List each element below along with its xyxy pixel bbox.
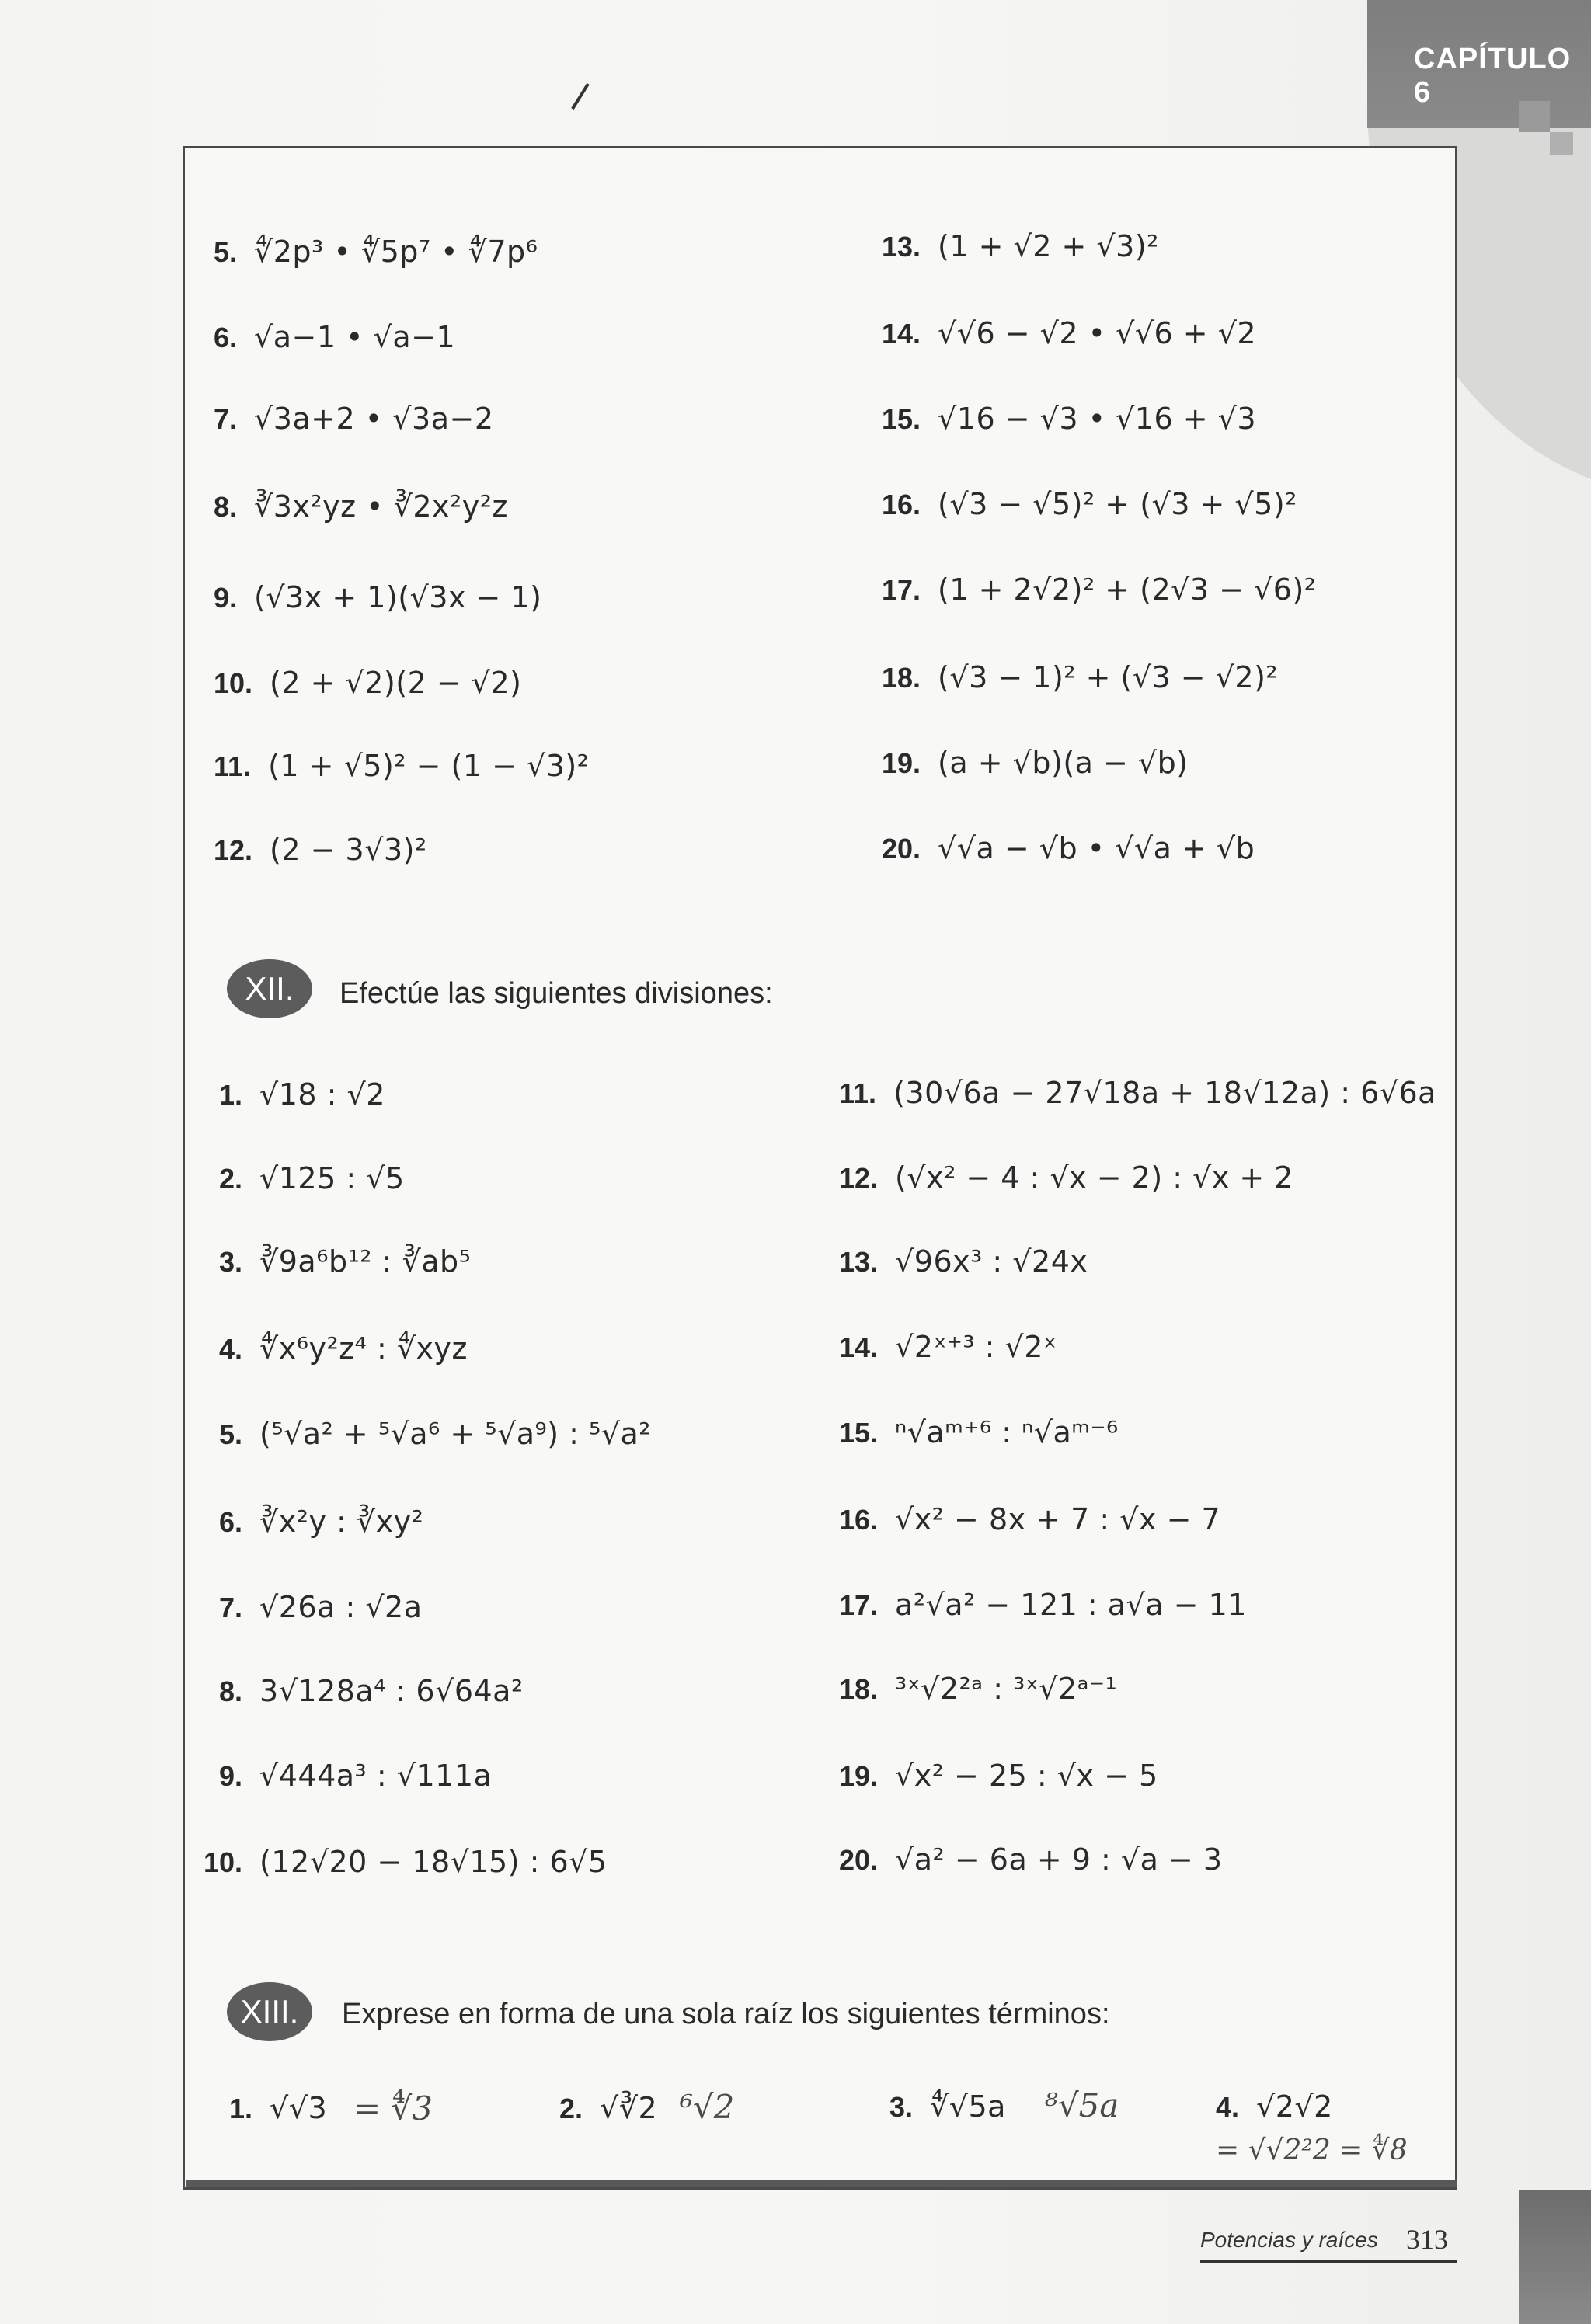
page-number: 313 <box>1406 2224 1448 2255</box>
exercise-item: 13. √96x³ : √24x <box>839 1244 1088 1279</box>
exercise-item: 15. √16 − √3 • √16 + √3 <box>882 402 1257 436</box>
exercise-item: 7. √26a : √2a <box>219 1590 423 1624</box>
exercise-item: 9. √444a³ : √111a <box>219 1759 493 1793</box>
exercise-item: 11. (30√6a − 27√18a + 18√12a) : 6√6a <box>839 1076 1436 1110</box>
handwritten-answer: = ∜3 <box>353 2089 433 2127</box>
exercise-item: 8. 3√128a⁴ : 6√64a² <box>219 1674 524 1708</box>
handwritten-answer: ⁸√5a <box>1045 2086 1119 2124</box>
exercise-item: 2. √∛2 <box>559 2091 658 2125</box>
section-badge: XII. <box>227 959 312 1018</box>
footer-title: Potencias y raíces <box>1200 2228 1378 2252</box>
exercise-item: 5. ∜2p³ • ∜5p⁷ • ∜7p⁶ <box>214 235 538 269</box>
page-edge-decoration <box>1519 2190 1591 2324</box>
handwritten-answer: ⁶√2 <box>680 2088 735 2126</box>
pixel-decoration <box>1519 101 1550 132</box>
exercise-item: 20. √a² − 6a + 9 : √a − 3 <box>839 1842 1223 1877</box>
exercise-item: 14. √√6 − √2 • √√6 + √2 <box>882 316 1257 350</box>
exercise-item: 1. √√3 <box>229 2091 328 2125</box>
exercise-item: 8. ∛3x²yz • ∛2x²y²z <box>214 489 508 524</box>
exercise-item: 12. (2 − 3√3)² <box>214 833 427 867</box>
exercise-item: 17. a²√a² − 121 : a√a − 11 <box>839 1588 1247 1622</box>
handwritten-answer: = √√2²2 = ∜8 <box>1216 2134 1408 2166</box>
exercise-item: 3. ∛9a⁶b¹² : ∛ab⁵ <box>219 1244 472 1279</box>
exercise-item: 19. (a + √b)(a − √b) <box>882 746 1189 780</box>
exercise-item: 17. (1 + 2√2)² + (2√3 − √6)² <box>882 572 1317 607</box>
exercise-item: 5. (⁵√a² + ⁵√a⁶ + ⁵√a⁹) : ⁵√a² <box>219 1417 652 1451</box>
exercise-item: 16. (√3 − √5)² + (√3 + √5)² <box>882 487 1297 521</box>
exercise-item: 9. (√3x + 1)(√3x − 1) <box>214 580 542 614</box>
exercise-item: 18. (√3 − 1)² + (√3 − √2)² <box>882 660 1279 694</box>
exercise-item: 18. ³ˣ√2²ᵃ : ³ˣ√2ᵃ⁻¹ <box>839 1672 1118 1706</box>
exercise-item: 16. √x² − 8x + 7 : √x − 7 <box>839 1502 1221 1536</box>
exercise-item: 19. √x² − 25 : √x − 5 <box>839 1759 1158 1793</box>
exercise-item: 10. (2 + √2)(2 − √2) <box>214 666 522 700</box>
box-bottom-rule <box>186 2180 1457 2187</box>
exercise-item: 10. (12√20 − 18√15) : 6√5 <box>204 1845 608 1879</box>
exercise-item: 4. ∜x⁶y²z⁴ : ∜xyz <box>219 1331 468 1366</box>
section-badge: XIII. <box>227 1982 312 2041</box>
exercise-item: 20. √√a − √b • √√a + √b <box>882 831 1255 865</box>
exercise-item: 15. ⁿ√aᵐ⁺⁶ : ⁿ√aᵐ⁻⁶ <box>839 1415 1119 1449</box>
exercise-item: 2. √125 : √5 <box>219 1161 405 1195</box>
exercise-item: 4. √2√2 <box>1216 2089 1333 2124</box>
section-title: Exprese en forma de una sola raíz los siguientes términos: <box>342 1998 1110 2030</box>
exercise-item: 12. (√x² − 4 : √x − 2) : √x + 2 <box>839 1160 1293 1195</box>
exercise-item: 1. √18 : √2 <box>219 1077 385 1112</box>
chapter-label: CAPÍTULO 6 <box>1414 43 1572 109</box>
section-title: Efectúe las siguientes divisiones: <box>339 977 773 1010</box>
exercise-item: 7. √3a+2 • √3a−2 <box>214 402 494 436</box>
pixel-decoration <box>1550 132 1573 155</box>
exercise-item: 6. ∛x²y : ∛xy² <box>219 1505 424 1539</box>
exercise-item: 13. (1 + √2 + √3)² <box>882 229 1159 263</box>
exercise-item: 11. (1 + √5)² − (1 − √3)² <box>214 749 590 783</box>
exercise-item: 3. ∜√5a <box>889 2089 1006 2124</box>
exercise-item: 14. √2ˣ⁺³ : √2ˣ <box>839 1330 1057 1364</box>
exercise-item: 6. √a−1 • √a−1 <box>214 320 456 354</box>
footer-rule <box>1200 2260 1457 2263</box>
